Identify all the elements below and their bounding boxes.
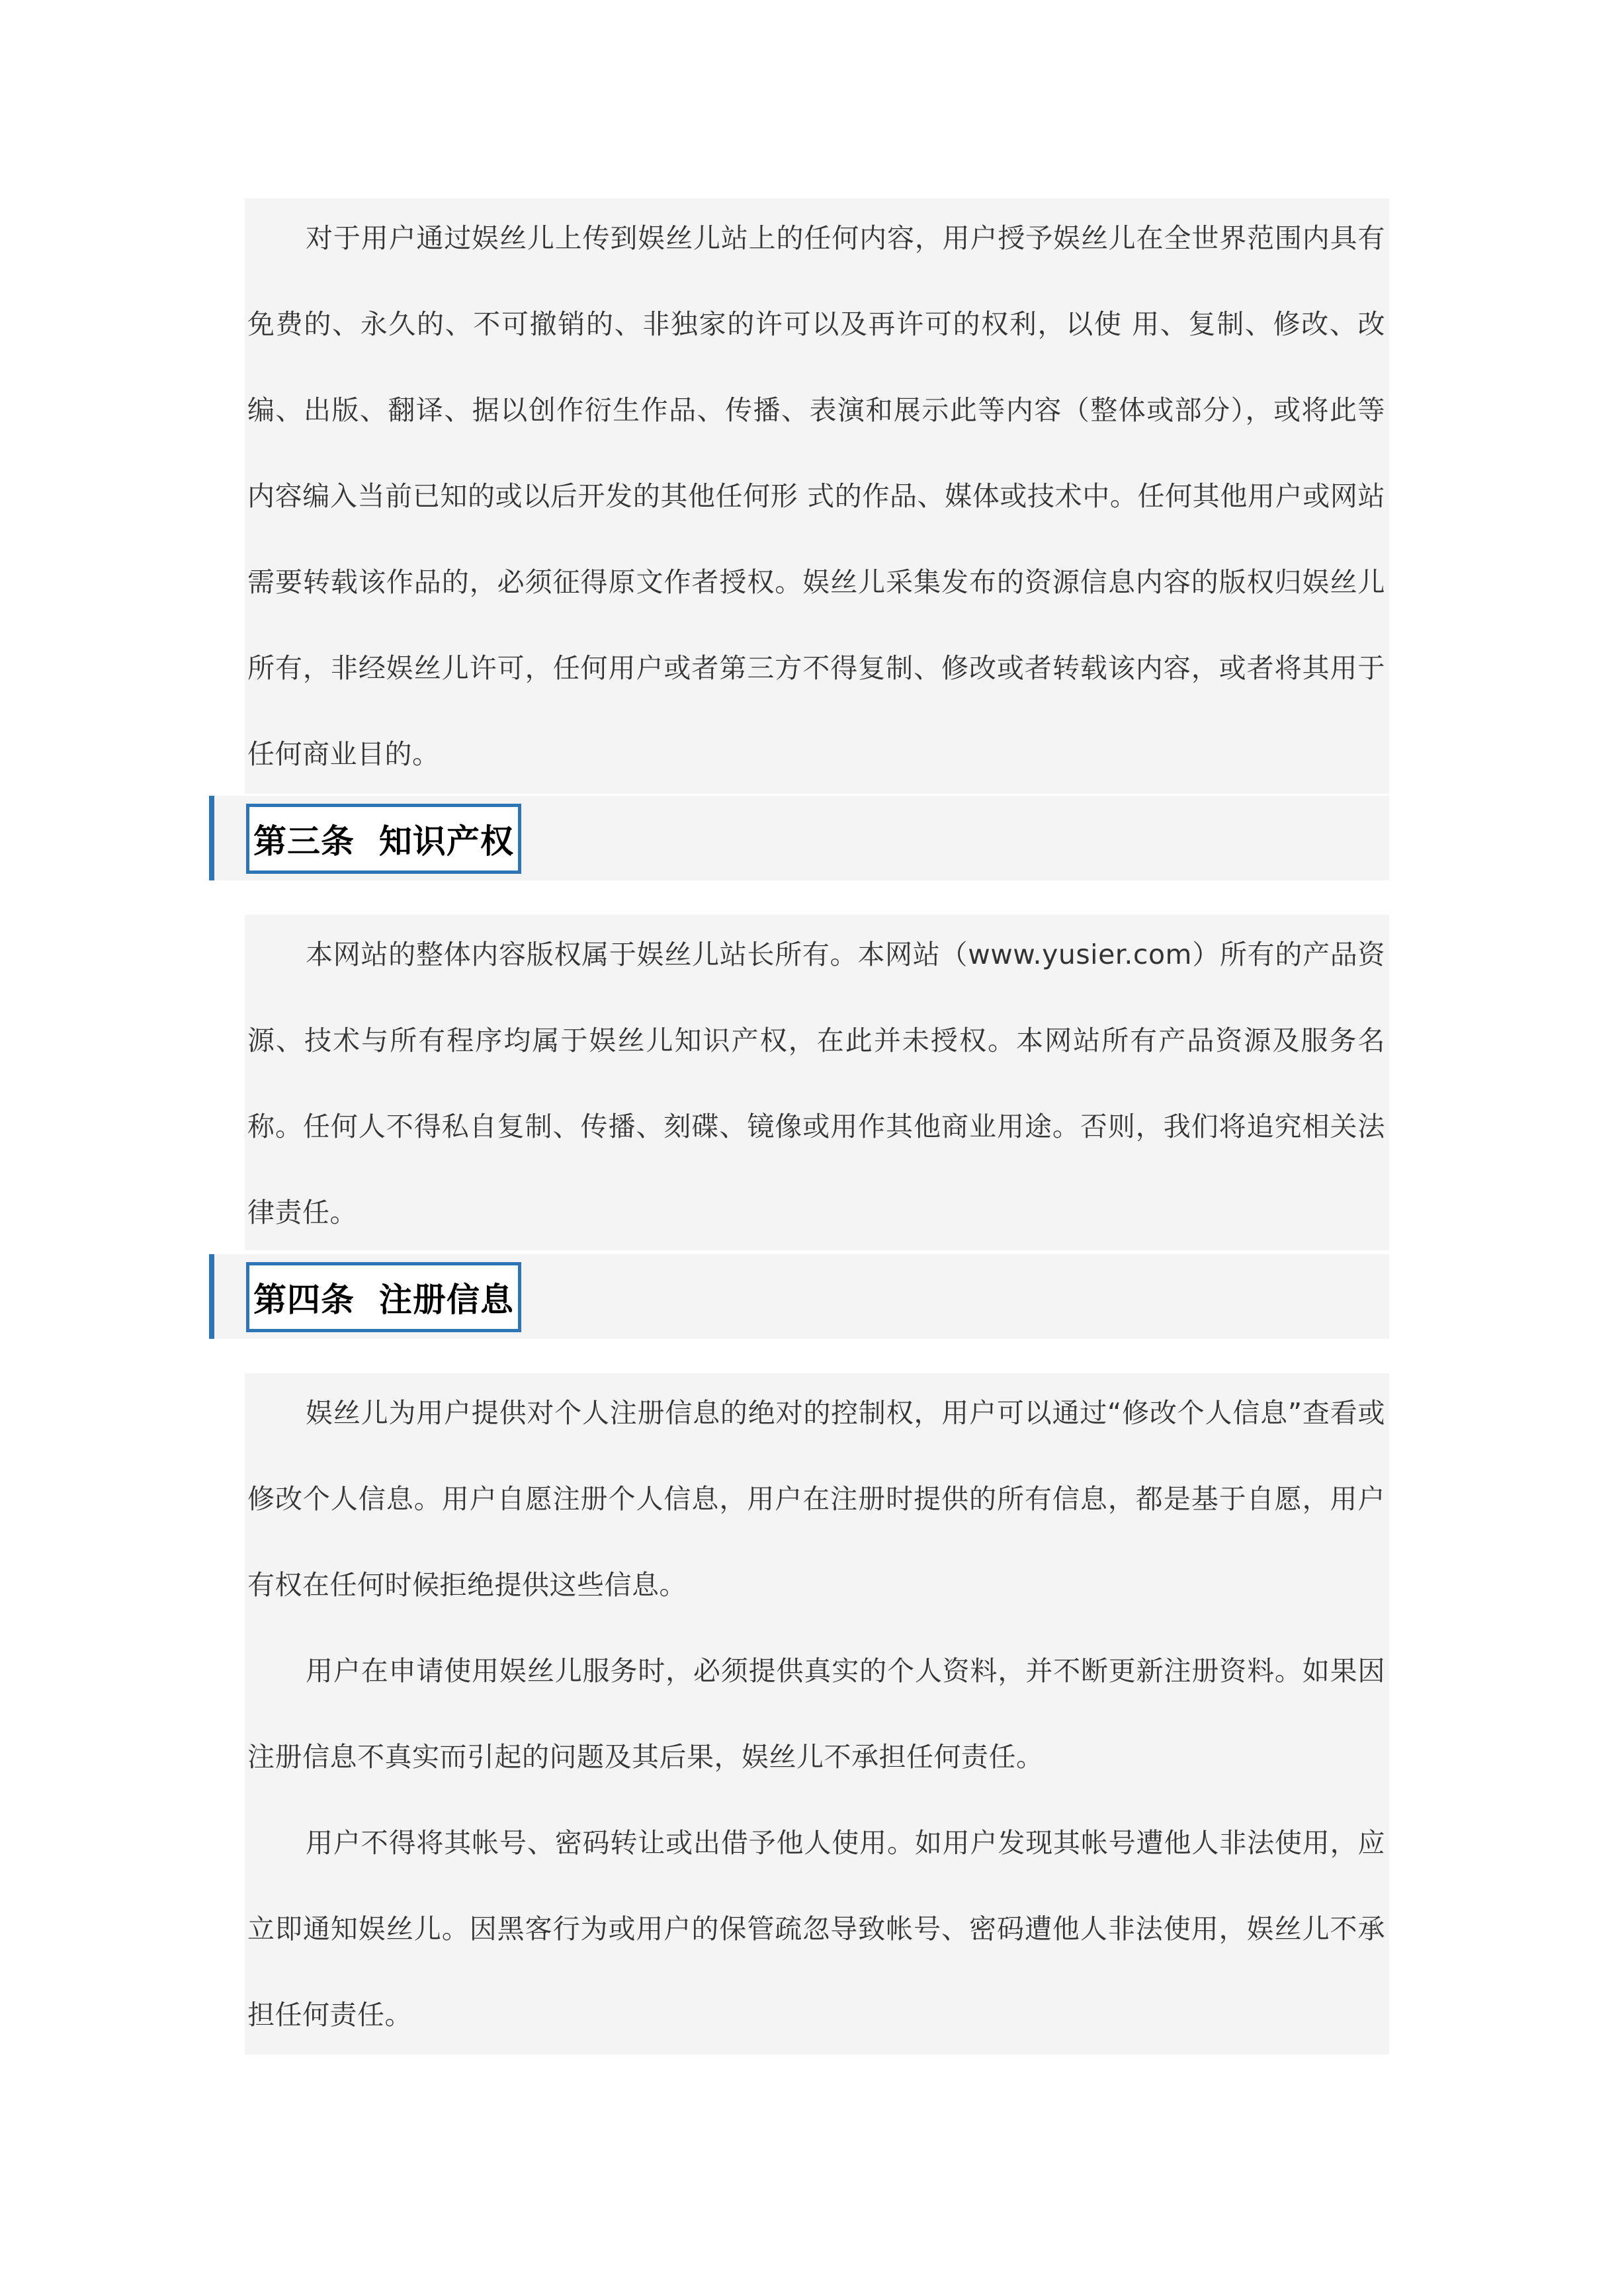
- paragraph: 娱丝儿为用户提供对个人注册信息的绝对的控制权，用户可以通过“修改个人信息”查看或修改个人信息。用户自愿注册个人信息，用户在注册时提供的所有信息，都是基于自愿，用户有权在任何时候拒绝提供这些信息。: [247, 1397, 1385, 1601]
- content-block-intellectual-property: [245, 915, 1389, 1250]
- section-heading-strip: [209, 796, 1389, 880]
- paragraph: 用户在申请使用娱丝儿服务时，必须提供真实的个人资料，并不断更新注册资料。如果因注册信息不真实而引起的问题及其后果，娱丝儿不承担任何责任。: [247, 1655, 1385, 1773]
- paragraph: 用户不得将其帐号、密码转让或出借予他人使用。如用户发现其帐号遭他人非法使用，应立即通知娱丝儿。因黑客行为或用户的保管疏忽导致帐号、密码遭他人非法使用，娱丝儿不承担任何责任。: [247, 1827, 1385, 2031]
- paragraph: 本网站的整体内容版权属于娱丝儿站长所有。本网站（www.yusier.com）所有的产品资源、技术与所有程序均属于娱丝儿知识产权，在此并未授权。本网站所有产品资源及服务名称。任何人不得私自复制、传播、刻碟、镜像或用作其他商业用途。否则，我们将追究相关法律责任。: [247, 939, 1385, 1228]
- section-heading-registration-info: 第四条 注册信息: [253, 1281, 514, 1319]
- section-heading-strip: [209, 1254, 1389, 1339]
- heading-accent-bar: [209, 1254, 214, 1339]
- section-heading-intellectual-property: 第三条 知识产权: [253, 822, 514, 861]
- heading-accent-bar: [209, 796, 214, 880]
- content-block-registration-info: [245, 1373, 1389, 2055]
- section-heading-box: [246, 804, 521, 874]
- paragraph: 对于用户通过娱丝儿上传到娱丝儿站上的任何内容，用户授予娱丝儿在全世界范围内具有免费的、永久的、不可撤销的、非独家的许可以及再许可的权利，以使 用、复制、修改、改编、出版、翻译、据以创作衍生作品、传播、表演和展示此等内容（整体或部分），或将此等内容编入当前已知的或以后开发的其他任何形 式的作品、媒体或技术中。任何其他用户或网站需要转载该作品的，必须征得原文作者授权。娱丝儿采集发布的资源信息内容的版权归娱丝儿所有，非经娱丝儿许可，任何用户或者第三方不得复制、修改或者转载该内容，或者将其用于任何商业目的。: [247, 222, 1385, 770]
- content-block-ownership: [245, 198, 1389, 794]
- section-heading-box: [246, 1262, 521, 1332]
